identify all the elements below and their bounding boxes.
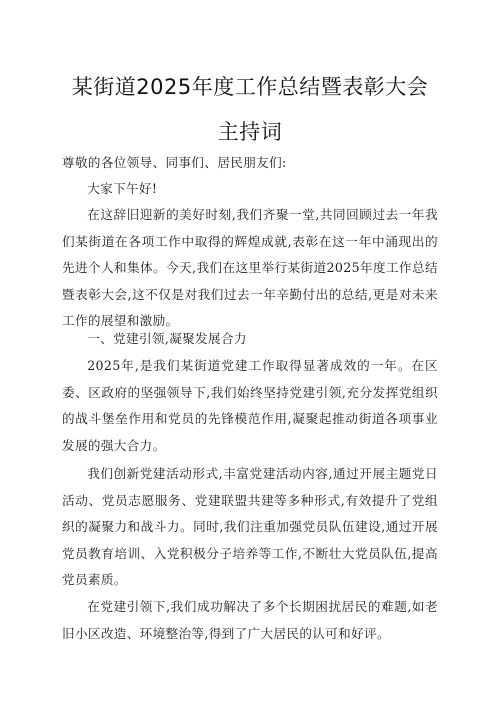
body-paragraph: 在党建引领下,我们成功解决了多个长期困扰居民的难题,如老旧小区改造、环境整治等,得到了广大居民的认可和好评。 — [62, 599, 438, 641]
intro-paragraph: 在这辞旧迎新的美好时刻,我们齐聚一堂,共同回顾过去一年我们某街道在各项工作中取得的辉煌成就,表彰在这一年中涌现出的先进个人和集体。今天,我们在这里举行某街道2025年度工作总结暨表彰大会,这不仅是对我们过去一年辛勤付出的总结,更是对未来工作的展望和激励。 — [62, 207, 438, 329]
document-title: 某街道2025年度工作总结暨表彰大会 — [71, 75, 429, 99]
greeting-line: 尊敬的各位领导、同事们、居民朋友们: — [62, 155, 287, 170]
document-subtitle: 主持词 — [217, 120, 283, 144]
hello-line: 大家下午好! — [87, 181, 158, 196]
body-paragraph: 我们创新党建活动形式,丰富党建活动内容,通过开展主题党日活动、党员志愿服务、党建联盟共建等多种形式,有效提升了党组织的凝聚力和战斗力。同时,我们注重加强党员队伍建设,通过开展党员教育培训、入党积极分子培养等工作,不断壮大党员队伍,提高党员素质。 — [62, 466, 438, 588]
body-paragraph: 2025年,是我们某街道党建工作取得显著成效的一年。在区委、区政府的坚强领导下,我们始终坚持党建引领,充分发挥党组织的战斗堡垒作用和党员的先锋模范作用,凝聚起推动街道各项事业发展的强大合力。 — [62, 358, 438, 453]
section-heading: 一、党建引领,凝聚发展合力 — [87, 331, 247, 346]
